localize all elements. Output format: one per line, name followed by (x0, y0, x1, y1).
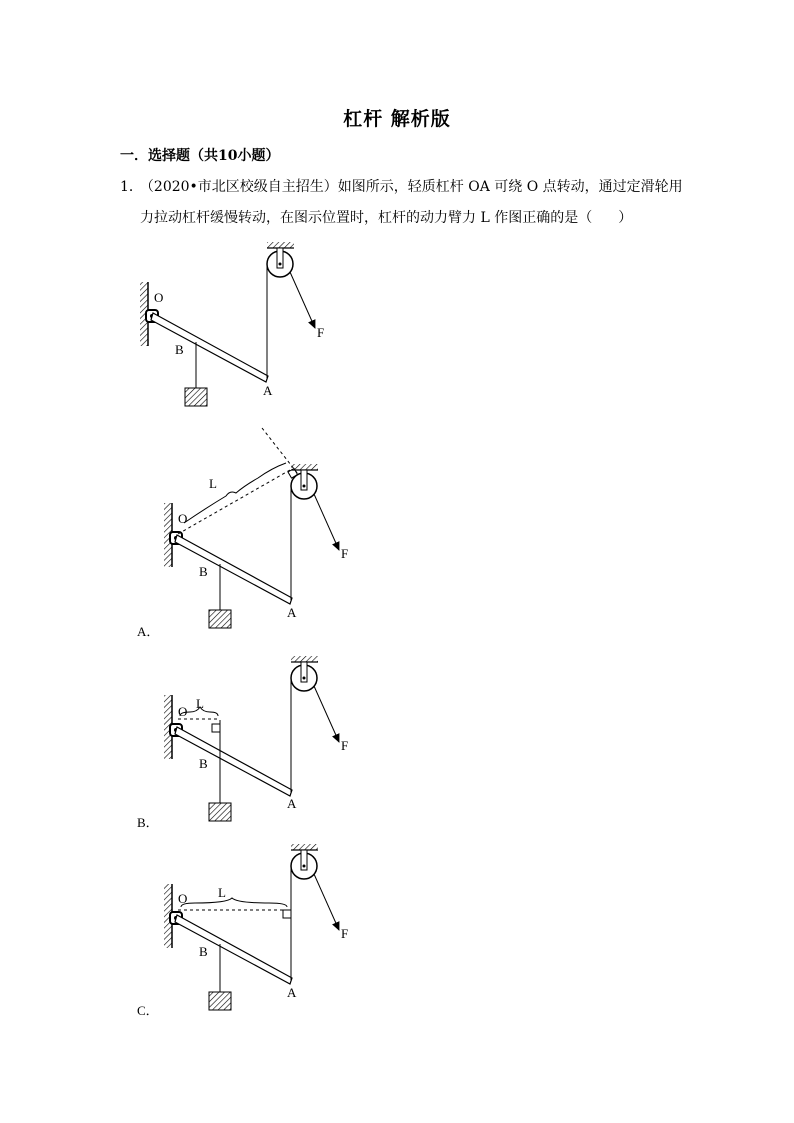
extension-line (262, 428, 298, 474)
weight-block (209, 803, 231, 821)
label-l: L (218, 885, 226, 900)
force-arrow (314, 686, 339, 742)
right-angle-mark (212, 724, 220, 732)
pulley-center (303, 485, 306, 488)
pulley-center (303, 677, 306, 680)
question-text-2: 力拉动杠杆缓慢转动，在图示位置时，杠杆的动力臂力 L 作图正确的是（ (140, 210, 593, 226)
section-heading: 一．选择题（共10小题） (120, 148, 280, 164)
lever-bar (175, 535, 292, 604)
question-number: 1． (120, 179, 143, 195)
label-o: O (178, 704, 188, 719)
label-l: L (209, 476, 217, 491)
ceiling-hatch (291, 844, 318, 850)
option-a-label[interactable]: A． (137, 624, 160, 639)
label-o: O (178, 511, 188, 526)
label-f: F (341, 926, 349, 941)
label-a: A (287, 796, 297, 811)
label-a: A (287, 605, 297, 620)
option-c-label[interactable]: C． (137, 1003, 159, 1018)
label-f: F (341, 738, 349, 753)
lever-bar (175, 727, 292, 796)
arm-dashed-line (178, 470, 290, 534)
option-b-label[interactable]: B． (137, 815, 159, 830)
lever-bar (151, 313, 268, 382)
weight-block (185, 388, 207, 406)
label-a: A (263, 383, 273, 398)
label-l: L (196, 696, 204, 711)
label-f: F (341, 546, 349, 561)
arm-brace (181, 898, 287, 907)
label-b: B (199, 756, 208, 771)
label-b: B (199, 944, 208, 959)
force-arrow (314, 494, 339, 550)
question-text-2-end: ） (618, 210, 633, 226)
weight-block (209, 992, 231, 1010)
label-o: O (178, 891, 188, 906)
pulley-center (279, 263, 282, 266)
label-f: F (317, 325, 325, 340)
question-text-1: （2020•市北区校级自主招生）如图所示，轻质杠杆 OA 可绕 O 点转动，通过定滑轮用 (146, 179, 683, 195)
arm-brace (184, 463, 286, 523)
ceiling-hatch (291, 464, 318, 470)
right-angle-mark (283, 910, 291, 918)
label-b: B (175, 342, 184, 357)
label-a: A (287, 985, 297, 1000)
label-o: O (154, 290, 164, 305)
pulley-center (303, 865, 306, 868)
force-arrow (290, 272, 315, 328)
ceiling-hatch (267, 242, 294, 248)
lever-bar (175, 915, 292, 984)
weight-block (209, 610, 231, 628)
force-arrow (314, 874, 339, 930)
page-title: 杠杆 解析版 (343, 108, 451, 130)
label-b: B (199, 564, 208, 579)
ceiling-hatch (291, 656, 318, 662)
